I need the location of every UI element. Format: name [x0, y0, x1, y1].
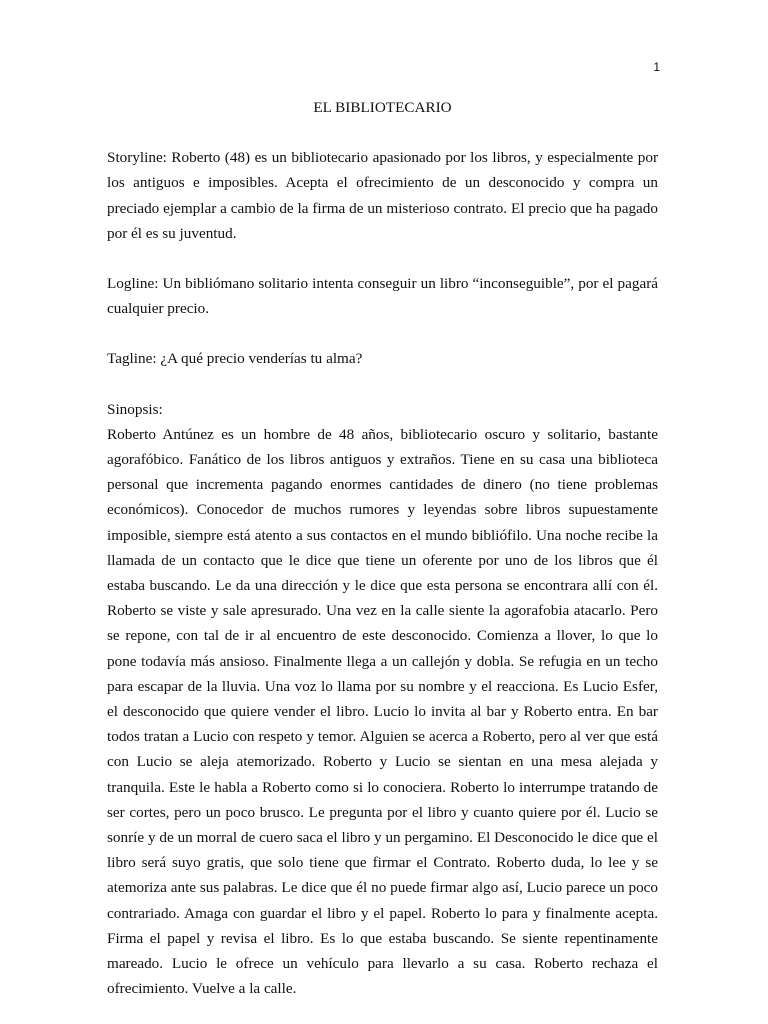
synopsis-paragraph: Roberto Antúnez es un hombre de 48 años, bibliotecario oscuro y solitario, bastante agorafóbico. Fanático de los libros antiguos y extraños. Tiene en su casa una biblioteca personal que incrementa pagando enormes cantidades de dinero (no tiene problemas económicos). Conocedor de muchos rumores y leyendas sobre libros supuestamente imposible, siempre está atento a sus contactos en el mundo bibliófilo. Una noche recibe la llamada de un contacto que le dice que tiene un oferente por uno de los libros que él estaba buscando. Le da una dirección y le dice que esta persona se encontrara allí con él. Roberto se viste y sale apresurado. Una vez en la calle siente la agorafobia atacarlo. Pero se repone, con tal de ir al encuentro de este desconocido. Comienza a llover, lo que lo pone todavía más ansioso. Finalmente llega a un callejón y dobla. Se refugia en un techo para escapar de la lluvia. Una voz lo llama por su nombre y el reacciona. Es Lucio Esfer, el desconocido que quiere vender el libro. Lucio lo invita al bar y Roberto entra. En bar todos tratan a Lucio con respeto y temor. Alguien se acerca a Roberto, pero al ver que está con Lucio se aleja atemorizado. Roberto y Lucio se sientan en una mesa alejada y tranquila. Este le habla a Roberto como si lo conociera. Roberto lo interrumpe tratando de ser cortes, pero un poco brusco. Le pregunta por el libro y cuanto quiere por él. Lucio se sonríe y de un morral de cuero saca el libro y un pergamino. El Desconocido le dice que el libro será suyo gratis, que solo tiene que firmar el Contrato. Roberto duda, lo lee y se atemoriza ante sus palabras. Le dice que él no puede firmar algo así, Lucio parece un poco contrariado. Amaga con guardar el libro y el papel. Roberto lo para y finalmente acepta. Firma el papel y revisa el libro. Es lo que estaba buscando. Se siente repentinamente mareado. Lucio le ofrece un vehículo para llevarlo a su casa. Roberto rechaza el ofrecimiento. Vuelve a la calle. — [107, 425, 658, 998]
synopsis-label: Sinopsis: — [107, 400, 163, 418]
document-body — [107, 95, 658, 1002]
page-number: 1 — [653, 60, 660, 74]
storyline-paragraph: Storyline: Roberto (48) es un bibliotecario apasionado por los libros, y especialmente por los antiguos e imposibles. Acepta el ofrecimiento de un desconocido y compra un preciado ejemplar a cambio de la firma de un misterioso contrato. El precio que ha pagado por él es su juventud. — [107, 149, 658, 242]
tagline-paragraph: Tagline: ¿A qué precio venderías tu alma? — [107, 350, 363, 368]
document-title: EL BIBLIOTECARIO — [313, 99, 452, 116]
logline-paragraph: Logline: Un bibliómano solitario intenta conseguir un libro “inconseguible”, por el pagará cualquier precio. — [107, 275, 658, 318]
